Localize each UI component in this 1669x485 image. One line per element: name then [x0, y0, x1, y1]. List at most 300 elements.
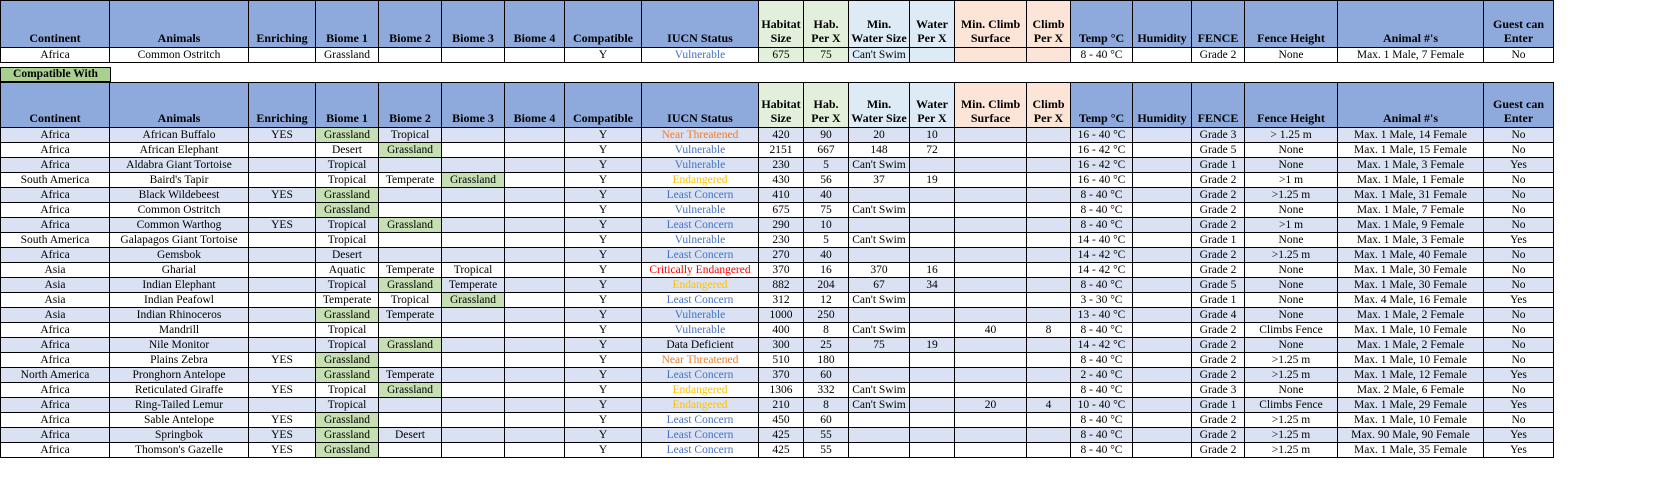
cell-fence-height[interactable]: Climbs Fence: [1245, 323, 1338, 338]
cell-min-climb-surface[interactable]: [955, 278, 1027, 293]
cell-fence[interactable]: Grade 2: [1192, 188, 1245, 203]
cell-min-climb-surface[interactable]: [955, 203, 1027, 218]
cell-hab-per-x[interactable]: 5: [804, 158, 849, 173]
cell-iucn-status[interactable]: Data Deficient: [642, 338, 759, 353]
cell-biome-2[interactable]: Tropical: [379, 293, 442, 308]
cell-hab-per-x[interactable]: 60: [804, 413, 849, 428]
cell-climb-per-x[interactable]: [1027, 173, 1071, 188]
cell-min-climb-surface[interactable]: [955, 308, 1027, 323]
cell-hab-per-x[interactable]: 667: [804, 143, 849, 158]
cell-enriching[interactable]: [249, 203, 316, 218]
cell-hab-per-x[interactable]: 40: [804, 248, 849, 263]
cell-habitat-size[interactable]: 230: [759, 158, 804, 173]
cell-fence-height[interactable]: None: [1245, 48, 1338, 63]
cell-biome-4[interactable]: [505, 173, 565, 188]
header-animal[interactable]: Animals: [110, 83, 249, 128]
cell-humidity[interactable]: [1133, 308, 1192, 323]
cell-compatible[interactable]: Y: [565, 248, 642, 263]
cell-biome-3[interactable]: [442, 203, 505, 218]
cell-temperature[interactable]: 16 - 40 °C: [1071, 128, 1133, 143]
cell-iucn-status[interactable]: Vulnerable: [642, 48, 759, 63]
header-min-water-size[interactable]: Min. Water Size: [849, 1, 910, 48]
cell-climb-per-x[interactable]: [1027, 428, 1071, 443]
cell-biome-2[interactable]: [379, 233, 442, 248]
header-biome-1[interactable]: Biome 1: [316, 83, 379, 128]
cell-animal-counts[interactable]: Max. 1 Male, 12 Female: [1338, 368, 1484, 383]
cell-biome-2[interactable]: Temperate: [379, 368, 442, 383]
cell-fence-height[interactable]: >1.25 m: [1245, 443, 1338, 458]
cell-animal-counts[interactable]: Max. 1 Male, 2 Female: [1338, 338, 1484, 353]
cell-animal[interactable]: Pronghorn Antelope: [110, 368, 249, 383]
cell-habitat-size[interactable]: 400: [759, 323, 804, 338]
cell-min-water-size[interactable]: [849, 218, 910, 233]
cell-continent[interactable]: Africa: [1, 158, 110, 173]
header-biome-4[interactable]: Biome 4: [505, 1, 565, 48]
cell-fence[interactable]: Grade 1: [1192, 233, 1245, 248]
header-min-water-size[interactable]: Min. Water Size: [849, 83, 910, 128]
cell-temperature[interactable]: 8 - 40 °C: [1071, 413, 1133, 428]
cell-guest-can-enter[interactable]: Yes: [1484, 293, 1554, 308]
cell-humidity[interactable]: [1133, 233, 1192, 248]
cell-biome-3[interactable]: [442, 368, 505, 383]
cell-water-per-x[interactable]: [910, 398, 955, 413]
cell-min-water-size[interactable]: 37: [849, 173, 910, 188]
cell-continent[interactable]: Africa: [1, 323, 110, 338]
cell-iucn-status[interactable]: Endangered: [642, 173, 759, 188]
cell-biome-3[interactable]: [442, 413, 505, 428]
header-biome-1[interactable]: Biome 1: [316, 1, 379, 48]
cell-iucn-status[interactable]: Least Concern: [642, 368, 759, 383]
cell-hab-per-x[interactable]: 332: [804, 383, 849, 398]
cell-enriching[interactable]: YES: [249, 188, 316, 203]
cell-enriching[interactable]: [249, 278, 316, 293]
cell-min-climb-surface[interactable]: [955, 143, 1027, 158]
cell-humidity[interactable]: [1133, 413, 1192, 428]
cell-humidity[interactable]: [1133, 383, 1192, 398]
cell-biome-2[interactable]: [379, 158, 442, 173]
cell-iucn-status[interactable]: Least Concern: [642, 413, 759, 428]
cell-min-water-size[interactable]: Can't Swim: [849, 203, 910, 218]
cell-enriching[interactable]: YES: [249, 428, 316, 443]
cell-min-water-size[interactable]: 67: [849, 278, 910, 293]
cell-continent[interactable]: Africa: [1, 383, 110, 398]
cell-fence[interactable]: Grade 5: [1192, 143, 1245, 158]
cell-animal-counts[interactable]: Max. 1 Male, 14 Female: [1338, 128, 1484, 143]
cell-min-climb-surface[interactable]: [955, 173, 1027, 188]
cell-biome-1[interactable]: Grassland: [316, 368, 379, 383]
cell-iucn-status[interactable]: Vulnerable: [642, 203, 759, 218]
cell-temperature[interactable]: 13 - 40 °C: [1071, 308, 1133, 323]
cell-compatible[interactable]: Y: [565, 428, 642, 443]
cell-min-water-size[interactable]: Can't Swim: [849, 323, 910, 338]
cell-biome-1[interactable]: Grassland: [316, 203, 379, 218]
cell-temperature[interactable]: 8 - 40 °C: [1071, 323, 1133, 338]
cell-habitat-size[interactable]: 450: [759, 413, 804, 428]
cell-biome-4[interactable]: [505, 203, 565, 218]
cell-continent[interactable]: Africa: [1, 398, 110, 413]
cell-temperature[interactable]: 8 - 40 °C: [1071, 428, 1133, 443]
cell-animal[interactable]: Ring-Tailed Lemur: [110, 398, 249, 413]
cell-biome-1[interactable]: Grassland: [316, 413, 379, 428]
cell-min-water-size[interactable]: [849, 353, 910, 368]
cell-biome-3[interactable]: [442, 233, 505, 248]
cell-fence-height[interactable]: None: [1245, 293, 1338, 308]
cell-temperature[interactable]: 16 - 42 °C: [1071, 143, 1133, 158]
cell-humidity[interactable]: [1133, 48, 1192, 63]
header-humidity[interactable]: Humidity: [1133, 1, 1192, 48]
cell-animal-counts[interactable]: Max. 1 Male, 2 Female: [1338, 308, 1484, 323]
cell-min-climb-surface[interactable]: [955, 248, 1027, 263]
cell-fence[interactable]: Grade 3: [1192, 383, 1245, 398]
cell-climb-per-x[interactable]: [1027, 203, 1071, 218]
cell-biome-1[interactable]: Grassland: [316, 308, 379, 323]
cell-guest-can-enter[interactable]: No: [1484, 323, 1554, 338]
cell-animal-counts[interactable]: Max. 1 Male, 35 Female: [1338, 443, 1484, 458]
cell-water-per-x[interactable]: [910, 368, 955, 383]
cell-biome-2[interactable]: [379, 443, 442, 458]
cell-enriching[interactable]: [249, 368, 316, 383]
cell-fence-height[interactable]: >1.25 m: [1245, 428, 1338, 443]
cell-animal[interactable]: Indian Peafowl: [110, 293, 249, 308]
cell-animal-counts[interactable]: Max. 1 Male, 1 Female: [1338, 173, 1484, 188]
cell-fence-height[interactable]: >1.25 m: [1245, 248, 1338, 263]
cell-hab-per-x[interactable]: 75: [804, 48, 849, 63]
cell-animal[interactable]: Baird's Tapir: [110, 173, 249, 188]
cell-biome-4[interactable]: [505, 143, 565, 158]
cell-humidity[interactable]: [1133, 218, 1192, 233]
cell-temperature[interactable]: 8 - 40 °C: [1071, 383, 1133, 398]
cell-humidity[interactable]: [1133, 263, 1192, 278]
cell-fence-height[interactable]: None: [1245, 203, 1338, 218]
cell-iucn-status[interactable]: Vulnerable: [642, 158, 759, 173]
cell-water-per-x[interactable]: 34: [910, 278, 955, 293]
cell-guest-can-enter[interactable]: No: [1484, 413, 1554, 428]
cell-guest-can-enter[interactable]: No: [1484, 218, 1554, 233]
cell-biome-1[interactable]: Tropical: [316, 278, 379, 293]
cell-biome-2[interactable]: [379, 413, 442, 428]
cell-biome-1[interactable]: Tropical: [316, 398, 379, 413]
cell-fence[interactable]: Grade 2: [1192, 428, 1245, 443]
cell-habitat-size[interactable]: 1000: [759, 308, 804, 323]
cell-animal[interactable]: Nile Monitor: [110, 338, 249, 353]
cell-enriching[interactable]: [249, 263, 316, 278]
cell-biome-3[interactable]: Grassland: [442, 293, 505, 308]
cell-animal[interactable]: Common Ostritch: [110, 48, 249, 63]
cell-hab-per-x[interactable]: 90: [804, 128, 849, 143]
cell-guest-can-enter[interactable]: No: [1484, 128, 1554, 143]
cell-enriching[interactable]: YES: [249, 443, 316, 458]
cell-fence-height[interactable]: None: [1245, 143, 1338, 158]
cell-iucn-status[interactable]: Least Concern: [642, 218, 759, 233]
cell-habitat-size[interactable]: 675: [759, 203, 804, 218]
cell-habitat-size[interactable]: 210: [759, 398, 804, 413]
cell-fence[interactable]: Grade 5: [1192, 278, 1245, 293]
cell-temperature[interactable]: 14 - 40 °C: [1071, 233, 1133, 248]
cell-habitat-size[interactable]: 370: [759, 368, 804, 383]
cell-continent[interactable]: Africa: [1, 188, 110, 203]
cell-animal[interactable]: Sable Antelope: [110, 413, 249, 428]
header-habitat-size[interactable]: Habitat Size: [759, 1, 804, 48]
header-guest-can-enter[interactable]: Guest can Enter: [1484, 1, 1554, 48]
cell-climb-per-x[interactable]: 4: [1027, 398, 1071, 413]
cell-animal-counts[interactable]: Max. 1 Male, 7 Female: [1338, 203, 1484, 218]
cell-biome-2[interactable]: Temperate: [379, 263, 442, 278]
cell-fence-height[interactable]: >1.25 m: [1245, 413, 1338, 428]
cell-animal-counts[interactable]: Max. 1 Male, 29 Female: [1338, 398, 1484, 413]
cell-biome-2[interactable]: [379, 203, 442, 218]
cell-biome-1[interactable]: Tropical: [316, 323, 379, 338]
cell-temperature[interactable]: 3 - 30 °C: [1071, 293, 1133, 308]
cell-water-per-x[interactable]: [910, 48, 955, 63]
cell-min-water-size[interactable]: [849, 308, 910, 323]
header-animal-counts[interactable]: Animal #'s: [1338, 1, 1484, 48]
header-compatible[interactable]: Compatible: [565, 1, 642, 48]
cell-water-per-x[interactable]: [910, 203, 955, 218]
cell-biome-2[interactable]: Tropical: [379, 128, 442, 143]
cell-biome-1[interactable]: Desert: [316, 248, 379, 263]
cell-water-per-x[interactable]: 16: [910, 263, 955, 278]
cell-min-water-size[interactable]: 148: [849, 143, 910, 158]
cell-hab-per-x[interactable]: 250: [804, 308, 849, 323]
cell-temperature[interactable]: 8 - 40 °C: [1071, 278, 1133, 293]
cell-animal-counts[interactable]: Max. 1 Male, 31 Female: [1338, 188, 1484, 203]
header-animal-counts[interactable]: Animal #'s: [1338, 83, 1484, 128]
cell-water-per-x[interactable]: [910, 308, 955, 323]
cell-climb-per-x[interactable]: [1027, 353, 1071, 368]
cell-min-water-size[interactable]: [849, 188, 910, 203]
cell-biome-3[interactable]: [442, 143, 505, 158]
cell-enriching[interactable]: YES: [249, 128, 316, 143]
cell-biome-4[interactable]: [505, 398, 565, 413]
cell-continent[interactable]: South America: [1, 233, 110, 248]
header-biome-3[interactable]: Biome 3: [442, 83, 505, 128]
cell-enriching[interactable]: YES: [249, 353, 316, 368]
cell-temperature[interactable]: 16 - 40 °C: [1071, 173, 1133, 188]
cell-compatible[interactable]: Y: [565, 233, 642, 248]
cell-compatible[interactable]: Y: [565, 413, 642, 428]
cell-biome-3[interactable]: [442, 398, 505, 413]
cell-habitat-size[interactable]: 882: [759, 278, 804, 293]
cell-temperature[interactable]: 8 - 40 °C: [1071, 353, 1133, 368]
header-min-climb-surface[interactable]: Min. Climb Surface: [955, 83, 1027, 128]
cell-biome-1[interactable]: Grassland: [316, 188, 379, 203]
cell-habitat-size[interactable]: 675: [759, 48, 804, 63]
cell-min-water-size[interactable]: [849, 428, 910, 443]
cell-biome-3[interactable]: [442, 188, 505, 203]
cell-iucn-status[interactable]: Least Concern: [642, 443, 759, 458]
header-enriching[interactable]: Enriching: [249, 83, 316, 128]
cell-iucn-status[interactable]: Endangered: [642, 278, 759, 293]
cell-min-climb-surface[interactable]: [955, 368, 1027, 383]
cell-fence-height[interactable]: None: [1245, 338, 1338, 353]
cell-compatible[interactable]: Y: [565, 263, 642, 278]
cell-biome-3[interactable]: [442, 428, 505, 443]
cell-biome-2[interactable]: Grassland: [379, 338, 442, 353]
cell-biome-2[interactable]: Desert: [379, 428, 442, 443]
cell-min-climb-surface[interactable]: [955, 233, 1027, 248]
cell-continent[interactable]: Africa: [1, 218, 110, 233]
cell-hab-per-x[interactable]: 55: [804, 443, 849, 458]
cell-animal[interactable]: African Elephant: [110, 143, 249, 158]
cell-animal[interactable]: Common Warthog: [110, 218, 249, 233]
cell-temperature[interactable]: 8 - 40 °C: [1071, 203, 1133, 218]
cell-compatible[interactable]: Y: [565, 48, 642, 63]
cell-iucn-status[interactable]: Near Threatened: [642, 353, 759, 368]
cell-min-climb-surface[interactable]: [955, 383, 1027, 398]
cell-guest-can-enter[interactable]: Yes: [1484, 158, 1554, 173]
cell-enriching[interactable]: [249, 143, 316, 158]
header-biome-3[interactable]: Biome 3: [442, 1, 505, 48]
cell-guest-can-enter[interactable]: Yes: [1484, 443, 1554, 458]
cell-iucn-status[interactable]: Vulnerable: [642, 323, 759, 338]
cell-biome-1[interactable]: Tropical: [316, 158, 379, 173]
cell-animal-counts[interactable]: Max. 1 Male, 40 Female: [1338, 248, 1484, 263]
header-continent[interactable]: Continent: [1, 1, 110, 48]
cell-compatible[interactable]: Y: [565, 203, 642, 218]
cell-guest-can-enter[interactable]: No: [1484, 188, 1554, 203]
cell-water-per-x[interactable]: 10: [910, 128, 955, 143]
cell-fence[interactable]: Grade 2: [1192, 323, 1245, 338]
header-biome-4[interactable]: Biome 4: [505, 83, 565, 128]
cell-water-per-x[interactable]: [910, 233, 955, 248]
cell-humidity[interactable]: [1133, 338, 1192, 353]
cell-continent[interactable]: Africa: [1, 428, 110, 443]
cell-biome-4[interactable]: [505, 128, 565, 143]
cell-guest-can-enter[interactable]: Yes: [1484, 428, 1554, 443]
cell-climb-per-x[interactable]: [1027, 278, 1071, 293]
cell-biome-3[interactable]: Tropical: [442, 263, 505, 278]
cell-compatible[interactable]: Y: [565, 218, 642, 233]
cell-habitat-size[interactable]: 410: [759, 188, 804, 203]
cell-biome-4[interactable]: [505, 428, 565, 443]
cell-compatible[interactable]: Y: [565, 368, 642, 383]
cell-guest-can-enter[interactable]: No: [1484, 338, 1554, 353]
cell-animal-counts[interactable]: Max. 1 Male, 10 Female: [1338, 353, 1484, 368]
cell-biome-4[interactable]: [505, 413, 565, 428]
cell-min-climb-surface[interactable]: [955, 428, 1027, 443]
cell-continent[interactable]: Asia: [1, 308, 110, 323]
header-hab-per-x[interactable]: Hab. Per X: [804, 83, 849, 128]
cell-humidity[interactable]: [1133, 173, 1192, 188]
cell-biome-4[interactable]: [505, 338, 565, 353]
cell-habitat-size[interactable]: 312: [759, 293, 804, 308]
cell-guest-can-enter[interactable]: Yes: [1484, 398, 1554, 413]
cell-compatible[interactable]: Y: [565, 128, 642, 143]
cell-min-climb-surface[interactable]: [955, 128, 1027, 143]
cell-iucn-status[interactable]: Near Threatened: [642, 128, 759, 143]
cell-water-per-x[interactable]: [910, 413, 955, 428]
cell-climb-per-x[interactable]: [1027, 368, 1071, 383]
cell-fence[interactable]: Grade 2: [1192, 203, 1245, 218]
cell-biome-1[interactable]: Aquatic: [316, 263, 379, 278]
header-min-climb-surface[interactable]: Min. Climb Surface: [955, 1, 1027, 48]
cell-animal-counts[interactable]: Max. 2 Male, 6 Female: [1338, 383, 1484, 398]
cell-biome-2[interactable]: Grassland: [379, 383, 442, 398]
cell-climb-per-x[interactable]: [1027, 263, 1071, 278]
cell-animal[interactable]: Reticulated Giraffe: [110, 383, 249, 398]
header-animal[interactable]: Animals: [110, 1, 249, 48]
cell-biome-3[interactable]: [442, 338, 505, 353]
cell-compatible[interactable]: Y: [565, 293, 642, 308]
cell-biome-3[interactable]: Temperate: [442, 278, 505, 293]
header-continent[interactable]: Continent: [1, 83, 110, 128]
cell-hab-per-x[interactable]: 5: [804, 233, 849, 248]
header-iucn-status[interactable]: IUCN Status: [642, 1, 759, 48]
cell-enriching[interactable]: [249, 48, 316, 63]
cell-iucn-status[interactable]: Endangered: [642, 398, 759, 413]
cell-continent[interactable]: North America: [1, 368, 110, 383]
cell-compatible[interactable]: Y: [565, 323, 642, 338]
cell-animal-counts[interactable]: Max. 1 Male, 30 Female: [1338, 263, 1484, 278]
cell-compatible[interactable]: Y: [565, 398, 642, 413]
cell-water-per-x[interactable]: [910, 443, 955, 458]
cell-min-climb-surface[interactable]: 40: [955, 323, 1027, 338]
cell-min-climb-surface[interactable]: 20: [955, 398, 1027, 413]
cell-guest-can-enter[interactable]: No: [1484, 278, 1554, 293]
cell-biome-3[interactable]: [442, 323, 505, 338]
cell-compatible[interactable]: Y: [565, 158, 642, 173]
cell-hab-per-x[interactable]: 8: [804, 398, 849, 413]
cell-biome-2[interactable]: [379, 323, 442, 338]
cell-temperature[interactable]: 16 - 42 °C: [1071, 158, 1133, 173]
cell-climb-per-x[interactable]: [1027, 218, 1071, 233]
cell-water-per-x[interactable]: [910, 383, 955, 398]
cell-min-water-size[interactable]: Can't Swim: [849, 158, 910, 173]
cell-climb-per-x[interactable]: 8: [1027, 323, 1071, 338]
cell-humidity[interactable]: [1133, 398, 1192, 413]
cell-min-water-size[interactable]: 75: [849, 338, 910, 353]
cell-biome-4[interactable]: [505, 443, 565, 458]
cell-iucn-status[interactable]: Vulnerable: [642, 308, 759, 323]
cell-biome-1[interactable]: Temperate: [316, 293, 379, 308]
cell-water-per-x[interactable]: 19: [910, 338, 955, 353]
cell-humidity[interactable]: [1133, 188, 1192, 203]
cell-iucn-status[interactable]: Vulnerable: [642, 233, 759, 248]
cell-compatible[interactable]: Y: [565, 353, 642, 368]
header-fence-height[interactable]: Fence Height: [1245, 1, 1338, 48]
cell-biome-3[interactable]: [442, 218, 505, 233]
cell-humidity[interactable]: [1133, 428, 1192, 443]
cell-min-climb-surface[interactable]: [955, 158, 1027, 173]
cell-fence[interactable]: Grade 1: [1192, 293, 1245, 308]
cell-climb-per-x[interactable]: [1027, 338, 1071, 353]
cell-min-water-size[interactable]: 370: [849, 263, 910, 278]
cell-guest-can-enter[interactable]: No: [1484, 263, 1554, 278]
cell-habitat-size[interactable]: 290: [759, 218, 804, 233]
cell-continent[interactable]: Africa: [1, 413, 110, 428]
cell-animal[interactable]: Galapagos Giant Tortoise: [110, 233, 249, 248]
cell-habitat-size[interactable]: 230: [759, 233, 804, 248]
cell-enriching[interactable]: YES: [249, 413, 316, 428]
cell-humidity[interactable]: [1133, 158, 1192, 173]
header-water-per-x[interactable]: Water Per X: [910, 83, 955, 128]
cell-biome-4[interactable]: [505, 158, 565, 173]
cell-animal[interactable]: Gharial: [110, 263, 249, 278]
header-fence[interactable]: FENCE: [1192, 83, 1245, 128]
cell-biome-1[interactable]: Tropical: [316, 233, 379, 248]
cell-biome-4[interactable]: [505, 218, 565, 233]
cell-climb-per-x[interactable]: [1027, 443, 1071, 458]
cell-compatible[interactable]: Y: [565, 173, 642, 188]
cell-min-climb-surface[interactable]: [955, 48, 1027, 63]
cell-biome-4[interactable]: [505, 308, 565, 323]
header-climb-per-x[interactable]: Climb Per X: [1027, 83, 1071, 128]
cell-biome-1[interactable]: Tropical: [316, 383, 379, 398]
cell-hab-per-x[interactable]: 60: [804, 368, 849, 383]
cell-hab-per-x[interactable]: 10: [804, 218, 849, 233]
cell-animal-counts[interactable]: Max. 90 Male, 90 Female: [1338, 428, 1484, 443]
cell-humidity[interactable]: [1133, 353, 1192, 368]
